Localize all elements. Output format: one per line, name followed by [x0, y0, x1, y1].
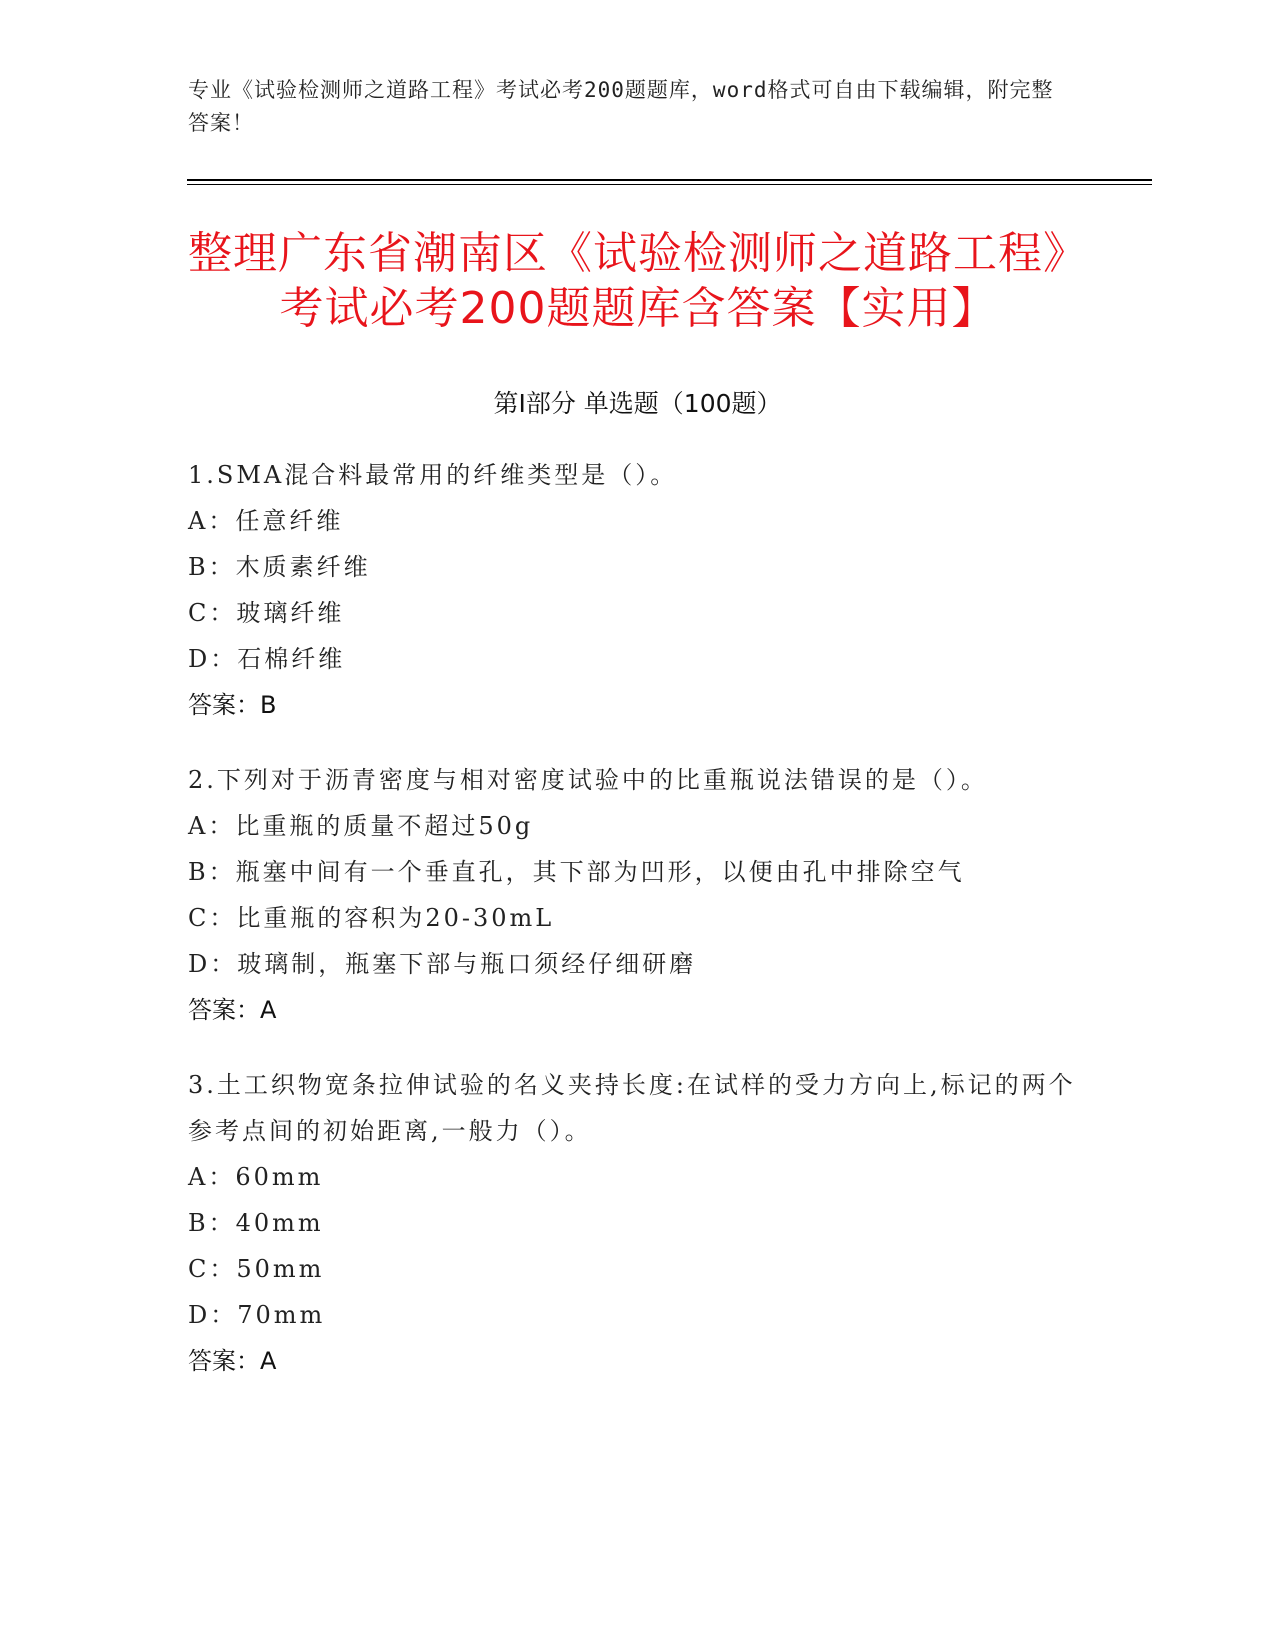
option-c: C：比重瓶的容积为20-30mL [188, 904, 555, 932]
question-stem: 3.土工织物宽条拉伸试验的名义夹持长度:在试样的受力方向上,标记的两个参考点间的初始距离,一般力（）。 [188, 1071, 1076, 1145]
option-b: B：瓶塞中间有一个垂直孔，其下部为凹形，以便由孔中排除空气 [188, 858, 965, 886]
answer: 答案：B [188, 691, 277, 719]
question-2 [188, 757, 1088, 1033]
document-title: 整理广东省潮南区《试验检测师之道路工程》考试必考200题题库含答案【实用】 [188, 228, 1088, 334]
question-3 [188, 1062, 1088, 1384]
option-d: D：玻璃制，瓶塞下部与瓶口须经仔细研磨 [188, 950, 697, 978]
option-a: A：任意纤维 [188, 507, 344, 535]
option-c: C：50mm [188, 1255, 325, 1283]
header-note: 专业《试验检测师之道路工程》考试必考200题题库，word格式可自由下载编辑，附完整答案！ [188, 78, 1054, 135]
header-rule-thick [187, 179, 1152, 181]
answer: 答案：A [188, 1347, 277, 1375]
option-d: D：石棉纤维 [188, 645, 346, 673]
section-heading: 第I部分 单选题（100题） [493, 389, 782, 418]
option-b: B：40mm [188, 1209, 324, 1237]
option-a: A：比重瓶的质量不超过50g [188, 812, 534, 840]
answer: 答案：A [188, 996, 277, 1024]
option-c: C：玻璃纤维 [188, 599, 345, 627]
question-stem: 2.下列对于沥青密度与相对密度试验中的比重瓶说法错误的是（）。 [188, 766, 988, 794]
question-stem: 1.SMA混合料最常用的纤维类型是（）。 [188, 461, 678, 489]
header-rule-thin [187, 184, 1152, 185]
question-1 [188, 452, 1088, 728]
option-b: B：木质素纤维 [188, 553, 371, 581]
option-d: D：70mm [188, 1301, 326, 1329]
option-a: A：60mm [188, 1163, 324, 1191]
